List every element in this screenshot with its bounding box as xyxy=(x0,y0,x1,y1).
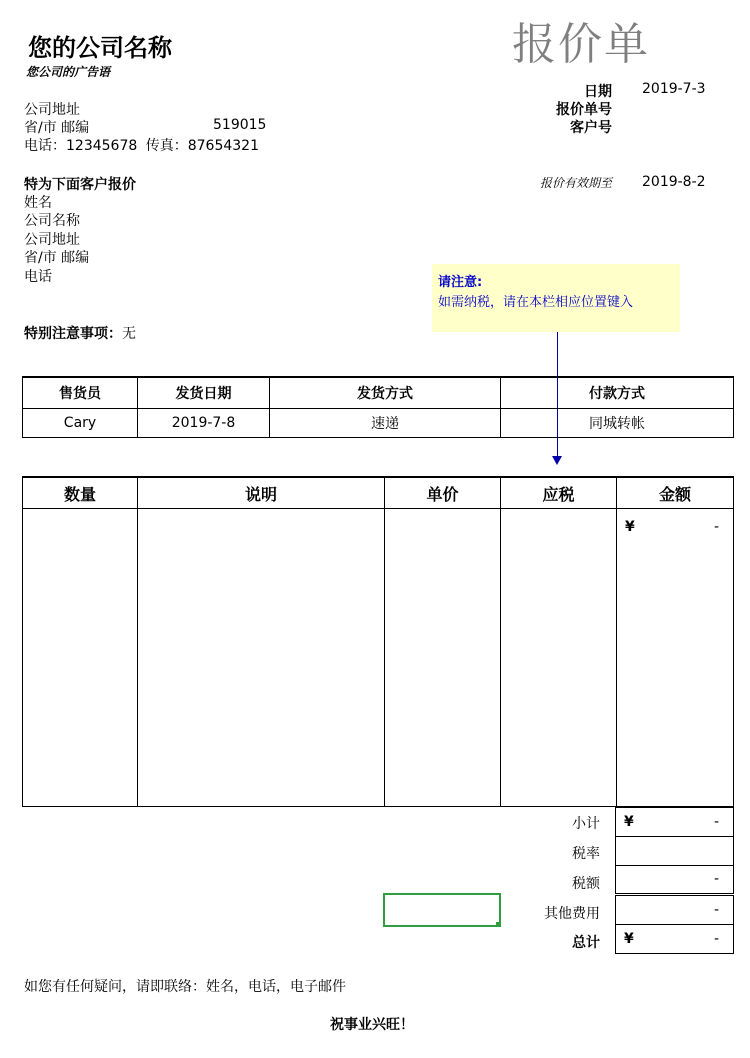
header-taxable: 应税 xyxy=(501,477,617,509)
fill-handle[interactable] xyxy=(496,922,501,927)
customer-name[interactable]: 姓名 xyxy=(24,195,52,211)
subtotal-currency: ¥ xyxy=(624,814,634,830)
items-table xyxy=(22,476,734,807)
subtotal-label: 小计 xyxy=(572,816,600,832)
company-name: 您的公司名称 xyxy=(28,34,172,62)
cell-salesperson[interactable]: Cary xyxy=(23,409,138,438)
cell-ship-method[interactable]: 速递 xyxy=(270,409,501,438)
date-value[interactable]: 2019-7-3 xyxy=(642,81,706,97)
tax-amount-value: - xyxy=(713,871,719,887)
fax-label: 传真： xyxy=(145,138,188,154)
comment-text: 如需纳税，请在本栏相应位置键入 xyxy=(438,295,634,310)
cell-amount[interactable] xyxy=(617,509,734,807)
customer-number-label: 客户号 xyxy=(570,120,612,136)
tax-rate-cell[interactable] xyxy=(615,836,734,866)
special-notes xyxy=(24,323,136,343)
phone-value: 12345678 xyxy=(66,138,138,154)
customer-province-postal[interactable]: 省/市 邮编 xyxy=(24,250,90,266)
special-notes-label: 特别注意事项： xyxy=(24,326,122,342)
header-unit-price: 单价 xyxy=(385,477,501,509)
subtotal-value: - xyxy=(713,814,719,830)
customer-company[interactable]: 公司名称 xyxy=(24,213,80,229)
total-cell[interactable] xyxy=(615,925,734,954)
valid-until-value[interactable]: 2019-8-2 xyxy=(642,174,706,190)
company-postal-code: 519015 xyxy=(213,117,267,133)
shipping-header-row xyxy=(23,377,734,409)
header-description: 说明 xyxy=(138,477,385,509)
shipping-table xyxy=(22,376,734,438)
selected-cell[interactable] xyxy=(383,893,501,927)
closing-message: 祝事业兴旺！ xyxy=(330,1017,414,1033)
shipping-data-row xyxy=(23,409,734,438)
total-label: 总计 xyxy=(572,935,600,951)
customer-address[interactable]: 公司地址 xyxy=(24,232,80,248)
items-body-row xyxy=(23,509,734,807)
header-quantity: 数量 xyxy=(23,477,138,509)
cell-quantity[interactable] xyxy=(23,509,138,807)
tax-amount-label: 税额 xyxy=(572,876,600,892)
total-currency: ¥ xyxy=(624,931,634,947)
amount-currency: ¥ xyxy=(625,519,635,535)
fax-value: 87654321 xyxy=(187,138,259,154)
cell-unit-price[interactable] xyxy=(385,509,501,807)
cell-taxable[interactable] xyxy=(501,509,617,807)
other-fees-cell[interactable] xyxy=(615,895,734,925)
header-salesperson: 售货员 xyxy=(23,377,138,409)
comment-arrow-icon xyxy=(552,456,562,465)
quote-number-label: 报价单号 xyxy=(556,102,612,118)
header-payment-method: 付款方式 xyxy=(501,377,734,409)
amount-value: - xyxy=(713,519,719,535)
customer-phone[interactable]: 电话 xyxy=(24,269,52,285)
document-title: 报价单 xyxy=(512,19,650,70)
company-phone-line xyxy=(24,135,259,155)
other-fees-value: - xyxy=(713,902,719,918)
cell-ship-date[interactable]: 2019-7-8 xyxy=(138,409,270,438)
header-ship-method: 发货方式 xyxy=(270,377,501,409)
header-amount: 金额 xyxy=(617,477,734,509)
company-province-postal-label: 省/市 邮编 xyxy=(24,120,90,136)
header-ship-date: 发货日期 xyxy=(138,377,270,409)
company-address: 公司地址 xyxy=(24,102,80,118)
comment-title: 请注意: xyxy=(438,275,483,290)
cell-description[interactable] xyxy=(138,509,385,807)
contact-info: 如您有任何疑问，请即联络：姓名，电话，电子邮件 xyxy=(24,979,346,995)
tax-rate-label: 税率 xyxy=(572,846,600,862)
total-value: - xyxy=(713,931,719,947)
company-slogan: 您公司的广告语 xyxy=(26,65,111,79)
phone-label: 电话： xyxy=(24,138,66,154)
cell-payment-method[interactable]: 同城转帐 xyxy=(501,409,734,438)
special-notes-value[interactable]: 无 xyxy=(122,326,136,342)
items-header-row xyxy=(23,477,734,509)
date-label: 日期 xyxy=(584,84,612,100)
customer-heading: 特为下面客户报价 xyxy=(24,177,136,193)
other-fees-label: 其他费用 xyxy=(544,906,600,922)
subtotal-cell[interactable] xyxy=(615,807,734,837)
valid-until-label: 报价有效期至 xyxy=(539,176,612,190)
tax-amount-cell[interactable] xyxy=(615,865,734,894)
